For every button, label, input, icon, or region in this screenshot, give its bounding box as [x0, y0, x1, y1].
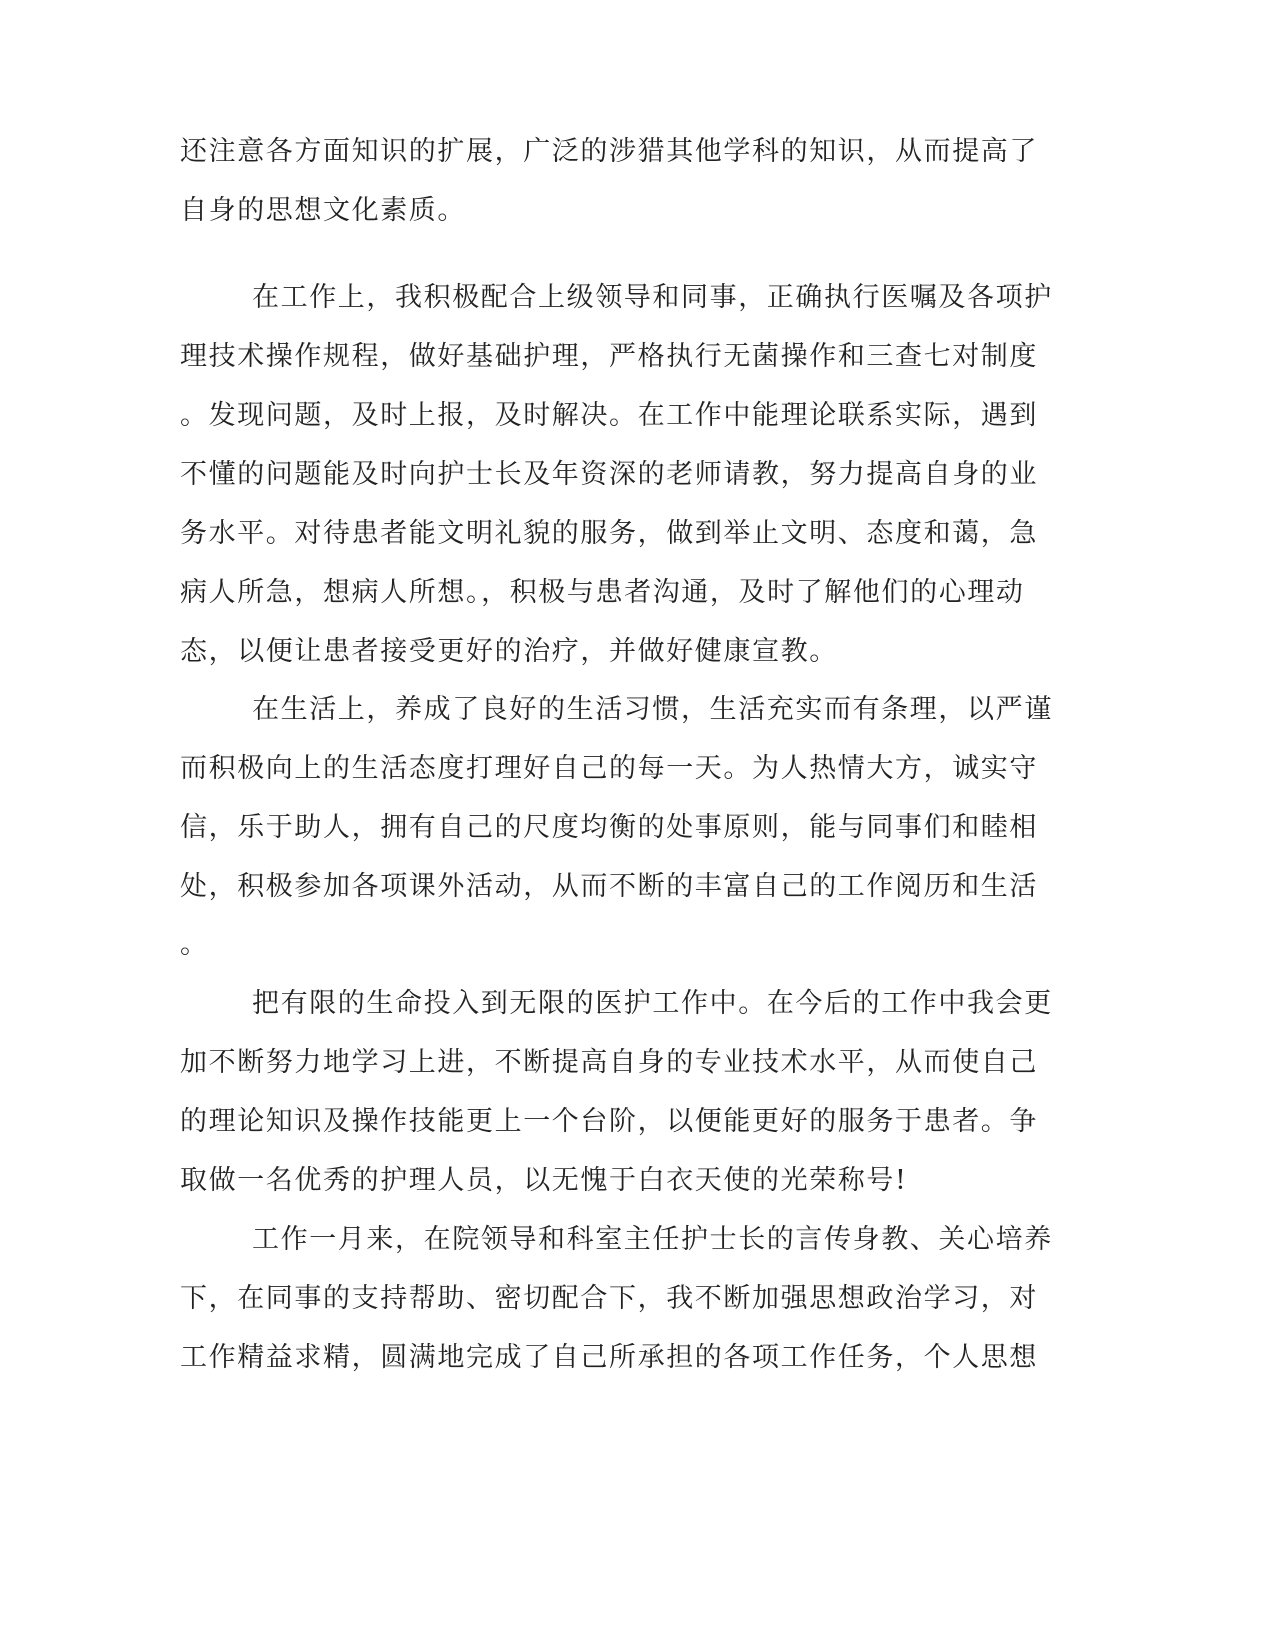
text-line-16: 加不断努力地学习上进，不断提高自身的专业技术水平，从而使自己 — [180, 1047, 1038, 1078]
text-line-12: 信，乐于助人，拥有自己的尺度均衡的处事原则，能与同事们和睦相 — [180, 812, 1038, 843]
text-line-6: 不懂的问题能及时向护士长及年资深的老师请教，努力提高自身的业 — [180, 459, 1038, 490]
text-line-17: 的理论知识及操作技能更上一个台阶，以便能更好的服务于患者。争 — [180, 1106, 1038, 1137]
text-line-8: 病人所急，想病人所想。，积极与患者沟通，及时了解他们的心理动 — [180, 577, 1025, 608]
text-line-2: 自身的思想文化素质。 — [180, 195, 466, 226]
paragraph-start-month: 工作一月来，在院领导和科室主任护士长的言传身教、关心培养 — [252, 1224, 1053, 1255]
text-line-7: 务水平。对待患者能文明礼貌的服务，做到举止文明、态度和蔼，急 — [180, 518, 1038, 549]
text-line-14: 。 — [180, 929, 209, 960]
text-line-18: 取做一名优秀的护理人员，以无愧于白衣天使的光荣称号! — [180, 1165, 908, 1196]
text-line-1: 还注意各方面知识的扩展，广泛的涉猎其他学科的知识，从而提高了 — [180, 136, 1038, 167]
paragraph-start-future: 把有限的生命投入到无限的医护工作中。在今后的工作中我会更 — [252, 988, 1053, 1019]
text-line-9: 态，以便让患者接受更好的治疗，并做好健康宣教。 — [180, 636, 838, 667]
text-line-20: 下，在同事的支持帮助、密切配合下，我不断加强思想政治学习，对 — [180, 1283, 1038, 1314]
paragraph-start-work: 在工作上，我积极配合上级领导和同事，正确执行医嘱及各项护 — [252, 282, 1053, 313]
text-line-4: 理技术操作规程，做好基础护理，严格执行无菌操作和三查七对制度 — [180, 341, 1038, 372]
text-line-5: 。发现问题，及时上报，及时解决。在工作中能理论联系实际，遇到 — [180, 400, 1038, 431]
paragraph-start-life: 在生活上，养成了良好的生活习惯，生活充实而有条理，以严谨 — [252, 694, 1053, 725]
text-line-13: 处，积极参加各项课外活动，从而不断的丰富自己的工作阅历和生活 — [180, 871, 1038, 902]
text-line-11: 而积极向上的生活态度打理好自己的每一天。为人热情大方，诚实守 — [180, 753, 1038, 784]
text-line-21: 工作精益求精，圆满地完成了自己所承担的各项工作任务，个人思想 — [180, 1342, 1038, 1373]
